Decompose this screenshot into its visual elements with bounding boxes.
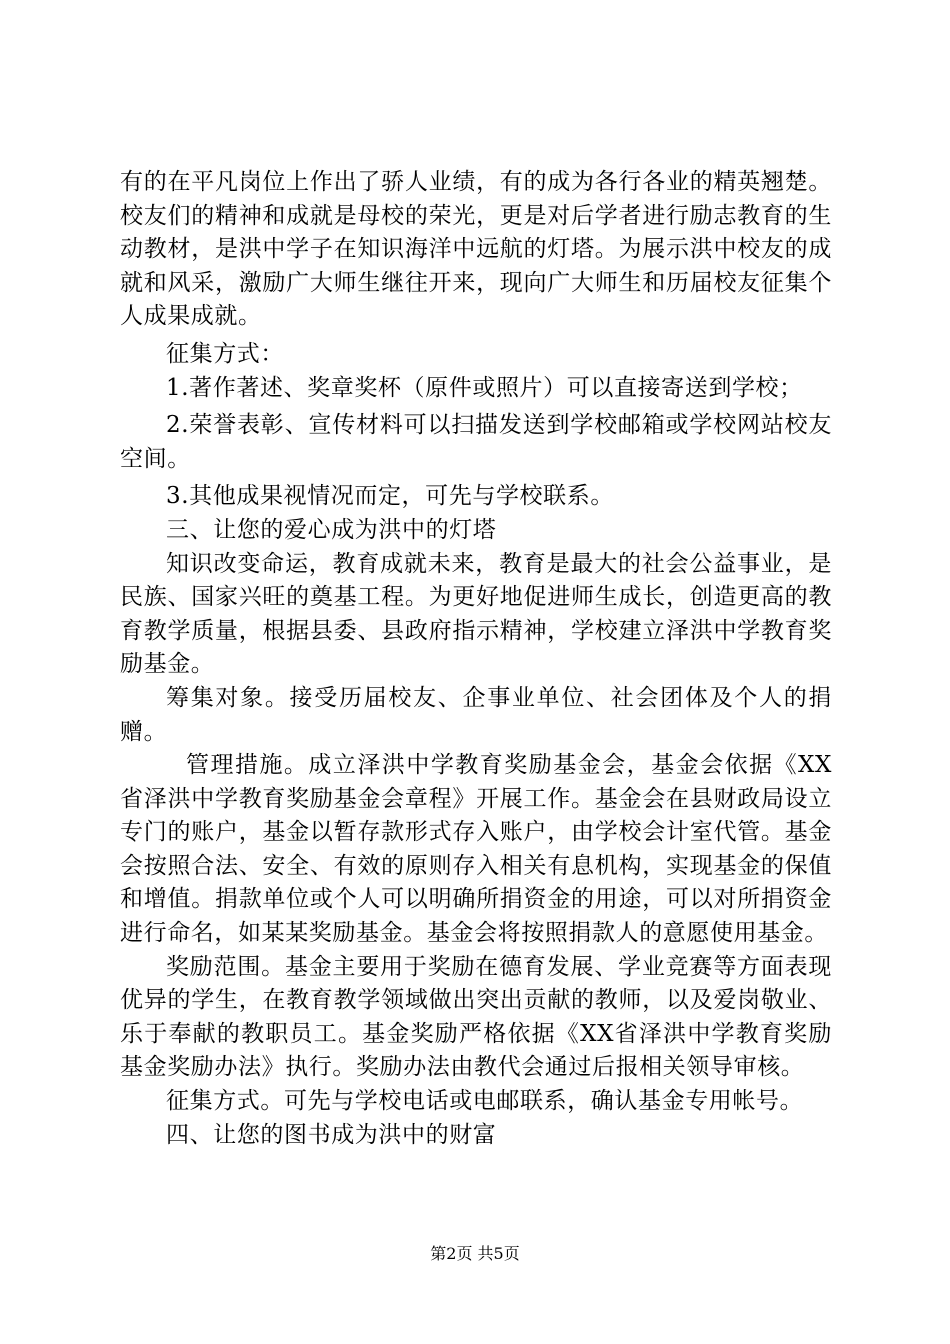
list-item-other: 3.其他成果视情况而定，可先与学校联系。: [166, 483, 614, 510]
document-body: [120, 166, 832, 1152]
section-heading-four: 四、让您的图书成为洪中的财富: [166, 1121, 497, 1148]
paragraph-collection-contact: 征集方式。可先与学校电话或电邮联系，确认基金专用帐号。: [166, 1088, 804, 1115]
paragraph-alumni-achievements: 有的在平凡岗位上作出了骄人业绩，有的成为各行各业的精英翘楚。校友们的精神和成就是母校的荣光，更是对后学者进行励志教育的生动教材，是洪中学子在知识海洋中远航的灯塔。为展示洪中校友的成就和风采，激励广大师生继往开来，现向广大师生和历届校友征集个人成果成就。: [120, 169, 832, 330]
heading-collection-method: 征集方式：: [166, 340, 284, 367]
paragraph-fundraising-target: 筹集对象。接受历届校友、企事业单位、社会团体及个人的捐赠。: [120, 684, 832, 745]
paragraph-management: 管理措施。成立泽洪中学教育奖励基金会，基金会依据《XX省泽洪中学教育奖励基金会章程》开展工作。基金会在县财政局设立专门的账户，基金以暂存款形式存入账户，由学校会计室代管。基金会按照合法、安全、有效的原则存入相关有息机构，实现基金的保值和增值。捐款单位或个人可以明确所捐资金的用途，可以对所捐资金进行命名，如某某奖励基金。基金会将按照捐款人的意愿使用基金。: [120, 752, 832, 947]
list-item-works: 1.著作著述、奖章奖杯（原件或照片）可以直接寄送到学校；: [166, 374, 803, 401]
page-footer: 第2页 共5页: [430, 1244, 520, 1263]
list-item-honors: 2.荣誉表彰、宣传材料可以扫描发送到学校邮箱或学校网站校友空间。: [120, 412, 832, 472]
section-heading-three: 三、让您的爱心成为洪中的灯塔: [166, 516, 497, 543]
paragraph-award-scope: 奖励范围。基金主要用于奖励在德育发展、学业竞赛等方面表现优异的学生，在教育教学领域做出突出贡献的教师，以及爱岗敬业、乐于奉献的教职员工。基金奖励严格依据《XX省泽洪中学教育奖励基金奖励办法》执行。奖励办法由教代会通过后报相关领导审核。: [120, 953, 832, 1081]
paragraph-education-fund: 知识改变命运，教育成就未来，教育是最大的社会公益事业，是民族、国家兴旺的奠基工程。为更好地促进师生成长，创造更高的教育教学质量，根据县委、县政府指示精神，学校建立泽洪中学教育奖励基金。: [120, 550, 832, 678]
